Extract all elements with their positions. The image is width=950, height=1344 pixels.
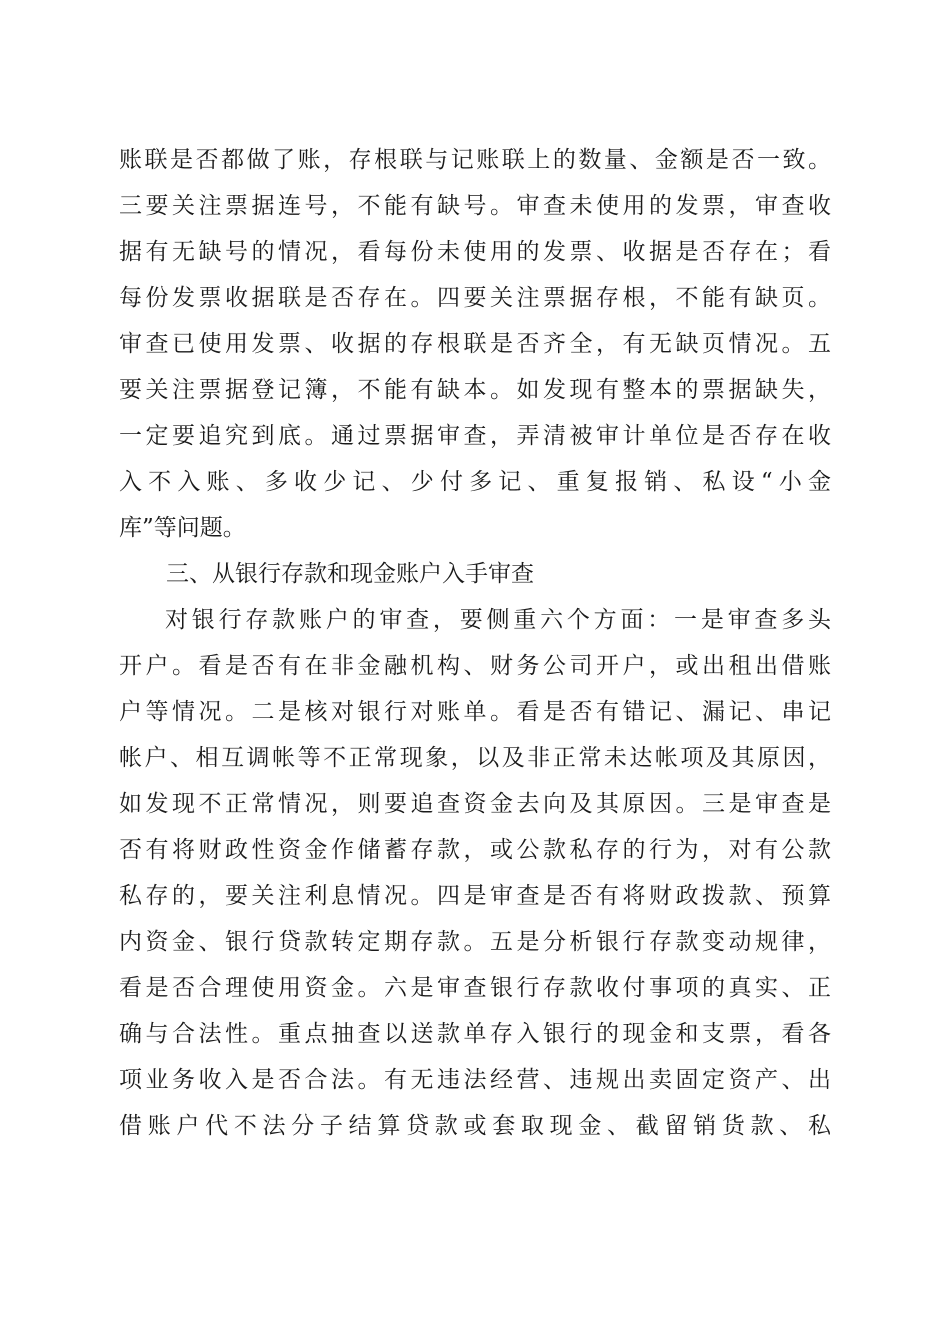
paragraph-1-line-4: 每份发票收据联是否存在。四要关注票据存根，不能有缺页。 xyxy=(119,285,831,311)
paragraph-1-line-5: 审查已使用发票、收据的存根联是否齐全，有无缺页情况。五 xyxy=(119,331,831,357)
paragraph-1-line-6: 要关注票据登记簿，不能有缺本。如发现有整本的票据缺失， xyxy=(119,377,831,403)
paragraph-2-line-7: 私存的，要关注利息情况。四是审查是否有将财政拨款、预算 xyxy=(119,883,831,909)
paragraph-2-line-1: 对银行存款账户的审查，要侧重六个方面：一是审查多头 xyxy=(165,607,831,633)
paragraph-1-line-1: 账联是否都做了账，存根联与记账联上的数量、金额是否一致。 xyxy=(119,147,831,173)
paragraph-2-line-3: 户等情况。二是核对银行对账单。看是否有错记、漏记、串记 xyxy=(119,699,831,725)
paragraph-1-line-7: 一定要追究到底。通过票据审查，弄清被审计单位是否存在收 xyxy=(119,423,831,449)
paragraph-1-line-8: 入不入账、多收少记、少付多记、重复报销、私设“小金 xyxy=(119,469,831,495)
paragraph-2-line-8: 内资金、银行贷款转定期存款。五是分析银行存款变动规律， xyxy=(119,929,831,955)
paragraph-2-line-10: 确与合法性。重点抽查以送款单存入银行的现金和支票，看各 xyxy=(119,1021,831,1047)
paragraph-2-line-12: 借账户代不法分子结算贷款或套取现金、截留销货款、私 xyxy=(119,1113,831,1139)
paragraph-1-line-9: 库”等问题。 xyxy=(119,515,246,541)
paragraph-2-line-4: 帐户、相互调帐等不正常现象，以及非正常未达帐项及其原因， xyxy=(119,745,831,771)
paragraph-2-line-9: 看是否合理使用资金。六是审查银行存款收付事项的真实、正 xyxy=(119,975,831,1001)
paragraph-2-line-6: 否有将财政性资金作储蓄存款，或公款私存的行为，对有公款 xyxy=(119,837,831,863)
paragraph-1-line-3: 据有无缺号的情况，看每份未使用的发票、收据是否存在；看 xyxy=(119,239,831,265)
paragraph-2-line-5: 如发现不正常情况，则要追查资金去向及其原因。三是审查是 xyxy=(119,791,831,817)
paragraph-2-line-11: 项业务收入是否合法。有无违法经营、违规出卖固定资产、出 xyxy=(119,1067,831,1093)
paragraph-2-line-2: 开户。看是否有在非金融机构、财务公司开户，或出租出借账 xyxy=(119,653,831,679)
paragraph-1-line-2: 三要关注票据连号，不能有缺号。审查未使用的发票，审查收 xyxy=(119,193,831,219)
section-heading: 三、从银行存款和现金账户入手审查 xyxy=(166,561,534,587)
